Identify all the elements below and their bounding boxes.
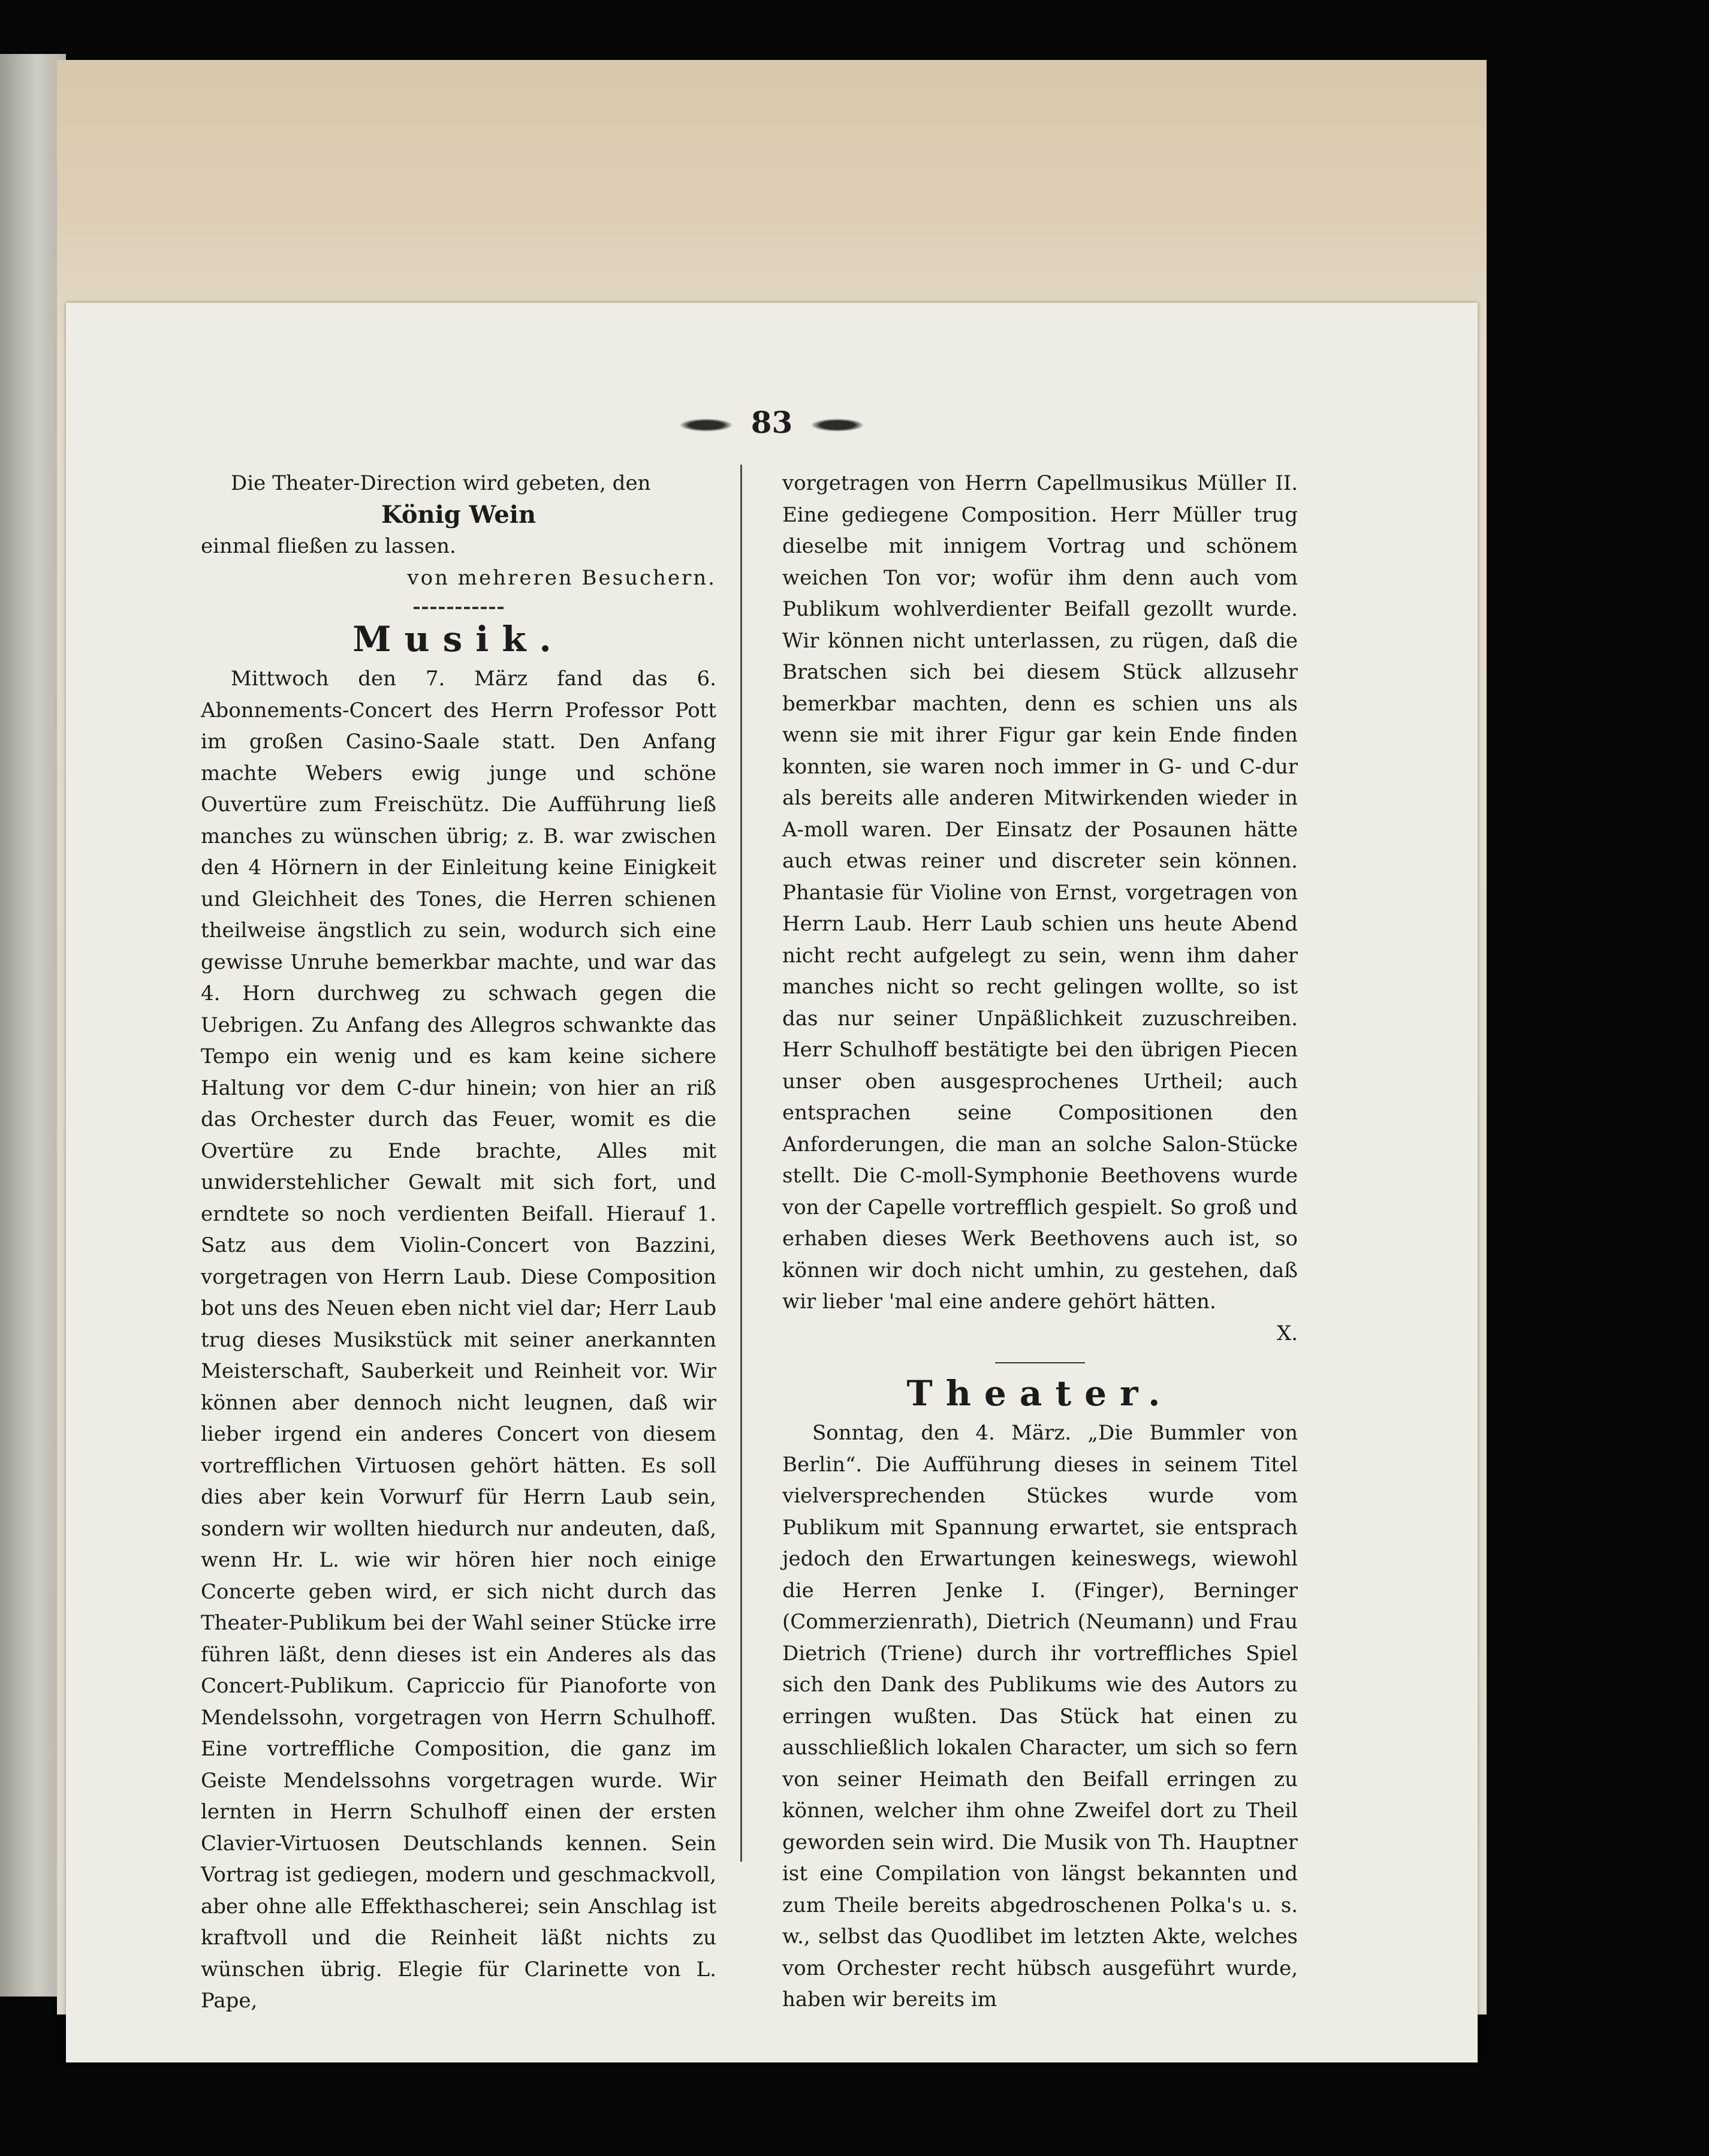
article-paragraph: Sonntag, den 4. März. „Die Bummler von Berlin“. Die Aufführung dieses in seinem Titel vielversprechenden Stückes wurde vom Publikum mit Spannung erwartet, sie entsprach jedoch den Erwartungen keineswegs, wiewohl die Herren Jenke I. (Finger), Berninger (Commerzienrath), Dietrich (Neumann) und Frau Dietrich (Triene) durch ihr vortreffliches Spiel sich den Dank des Publikums wie des Autors zu erringen wußten. Das Stück hat einen zu ausschließlich lokalen Character, um sich so fern von seiner Heimath den Beifall erringen zu können, welcher ihm ohne Zweifel dort zu Theil geworden sein wird. Die Musik von Th. Hauptner ist eine Compilation von längst bekannten und zum Theile bereits abgedroschenen Polka's u. s. w., selbst das Quodlibet im letzten Akte, welches vom Orchester recht hübsch ausgeführt wurde, haben wir bereits im	[782, 1421, 1298, 2012]
left-column	[201, 468, 716, 2017]
article-paragraph: vorgetragen von Herrn Capellmusikus Müller II. Eine gediegene Composition. Herr Müller trug dieselbe mit innigem Vortrag und schönem weichen Ton vor; wofür ihm denn auch vom Publikum wohlverdienter Beifall gezollt wurde. Wir können nicht unterlassen, zu rügen, daß die Bratschen sich bei diesem Stück allzusehr bemerkbar machten, denn es schien uns als wenn sie mit ihrer Figur gar kein Ende finden konnten, sie waren noch immer in G- und C-dur als bereits alle anderen Mitwirkenden wieder in A-moll waren. Der Einsatz der Posaunen hätte auch etwas reiner und discreter sein können. Phantasie für Violine von Ernst, vorgetragen von Herrn Laub. Herr Laub schien uns heute Abend nicht recht aufgelegt zu sein, wenn ihm daher manches nicht so recht gelingen wollte, so ist das nur seiner Unpäßlichkeit zuzuschreiben. Herr Schulhoff bestätigte bei den übrigen Piecen unser oben ausgesprochenes Urtheil; auch entsprachen seine Compositionen den Anforderungen, die man an solche Salon-Stücke stellt. Die C-moll-Symphonie Beethovens wurde von der Capelle vortrefflich gespielt. So groß und erhaben dieses Werk Beethovens auch ist, so können wir doch nicht umhin, zu gestehen, daß wir lieber 'mal eine andere gehört hätten.	[782, 471, 1298, 1314]
section-divider	[995, 1362, 1085, 1363]
notice-line: Die Theater-Direction wird gebeten, den	[231, 471, 651, 495]
section-title-theater: Theater.	[906, 1373, 1174, 1414]
right-ornament-icon	[810, 418, 864, 432]
article-paragraph: Mittwoch den 7. März fand das 6. Abonnements-Concert des Herrn Professor Pott im großen Casino-Saale statt. Den Anfang machte Webers ewig junge und schöne Ouvertüre zum Freischütz. Die Aufführung ließ manches zu wünschen übrig; z. B. war zwischen den 4 Hörnern in der Einleitung keine Einigkeit und Gleichheit des Tones, die Herren schienen theilweise ängstlich zu sein, wodurch sich eine gewisse Unruhe bemerkbar machte, und war das 4. Horn durchweg zu schwach gegen die Uebrigen. Zu Anfang des Allegros schwankte das Tempo ein wenig und es kam keine sichere Haltung vor dem C-dur hinein; von hier an riß das Orchester durch das Feuer, womit es die Overtüre zu Ende brachte, Alles mit unwiderstehlicher Gewalt mit sich fort, und erndtete so noch verdienten Beifall. Hierauf 1. Satz aus dem Violin-Concert von Bazzini, vorgetragen von Herrn Laub. Diese Composition bot uns des Neuen eben nicht viel dar; Herr Laub trug dieses Musikstück mit seiner anerkannten Meisterschaft, Sauberkeit und Reinheit vor. Wir können aber dennoch nicht leugnen, daß wir lieber irgend ein anderes Concert von diesem vortrefflichen Virtuosen gehört hätten. Es soll dies aber kein Vorwurf für Herrn Laub sein, sondern wir wollten hiedurch nur andeuten, daß, wenn Hr. L. wie wir hören hier noch einige Concerte geben wird, er sich nicht durch das Theater-Publikum bei der Wahl seiner Stücke irre führen läßt, denn dieses ist ein Anderes als das Concert-Publikum. Capriccio für Pianoforte von Mendelssohn, vorgetragen von Herrn Schulhoff. Eine vortreffliche Composition, die ganz im Geiste Mendelssohns vorgetragen wurde. Wir lernten in Herrn Schulhoff einen der ersten Clavier-Virtuosen Deutschlands kennen. Sein Vortrag ist gediegen, modern und geschmackvoll, aber ohne alle Effekthascherei; sein Anschlag ist kraftvoll und die Reinheit läßt nichts zu wünschen übrig. Elegie für Clarinette von L. Pape,	[201, 667, 716, 2013]
notice-signature: von mehreren Besuchern.	[407, 565, 716, 590]
left-ornament-icon	[679, 418, 733, 432]
author-signature: X.	[1276, 1321, 1298, 1345]
section-divider	[414, 607, 504, 609]
section-title-musik: Musik.	[352, 619, 565, 660]
left-page-edge	[0, 54, 66, 1997]
notice-line: einmal fließen zu lassen.	[201, 534, 456, 558]
page-number-header	[66, 405, 1478, 440]
column-rule	[740, 465, 742, 1862]
right-column	[782, 468, 1298, 2016]
page-number: 83	[750, 405, 793, 440]
notice-title: König Wein	[381, 500, 536, 529]
document-page	[66, 303, 1478, 2062]
